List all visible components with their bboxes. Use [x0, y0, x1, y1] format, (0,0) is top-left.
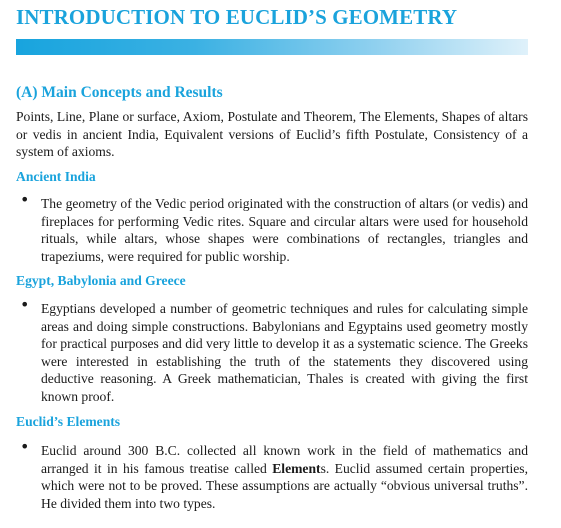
bullet-text — [41, 442, 528, 512]
bullet-ancient-india — [16, 190, 528, 265]
subheading-egypt-babylonia-greece: Egypt, Babylonia and Greece — [16, 273, 186, 288]
bullet-marker: • — [20, 295, 30, 314]
bullet-text: The geometry of the Vedic period originated with the construction of altars (or vedis) and fireplaces for performing Vedic rites. Square and circular altars were used for household rituals, while altars, whose shapes were combinations of rectangles, triangles and trapeziums, were required for public worship. — [41, 196, 528, 264]
title-underline-bar — [16, 39, 528, 55]
section-heading: (A) Main Concepts and Results — [16, 84, 223, 101]
subheading-euclids-elements: Euclid’s Elements — [16, 414, 121, 429]
bullet-text: Egyptians developed a number of geometric techniques and rules for calculating simple areas and doing simple constructions. Babylonians and Egyptains used geometry mostly for practical purposes and did very little to develop it as a systematic science. The Greeks were interested in establishing the truth of the statements they discovered using deductive reasoning. A Greek mathematician, Thales is created with giving the first known proof. — [41, 301, 528, 404]
text-before-bold: Euclid around 300 B.C. collected all known work in the field of mathematics and arranged it in his famous treatise called — [41, 443, 528, 476]
bold-elements: Element — [272, 460, 321, 476]
bullet-egypt-babylonia-greece — [16, 295, 528, 405]
section-intro: Points, Line, Plane or surface, Axiom, Postulate and Theorem, The Elements, Shapes of altars or vedis in ancient India, Equivalent versions of Euclid’s fifth Postulate, Consistency of a system of axioms. — [16, 109, 528, 159]
subheading-ancient-india: Ancient India — [16, 169, 96, 184]
text-after-bold: s. Euclid assumed certain properties, which were not to be proved. These assumptions are actually “obvious universal truths”. He divided them into two types. — [41, 460, 528, 511]
bullet-marker: • — [20, 437, 30, 456]
bullet-marker: • — [20, 190, 30, 209]
chapter-title: INTRODUCTION TO EUCLID’S GEOMETRY — [16, 5, 458, 29]
bullet-euclids-elements — [16, 437, 528, 512]
